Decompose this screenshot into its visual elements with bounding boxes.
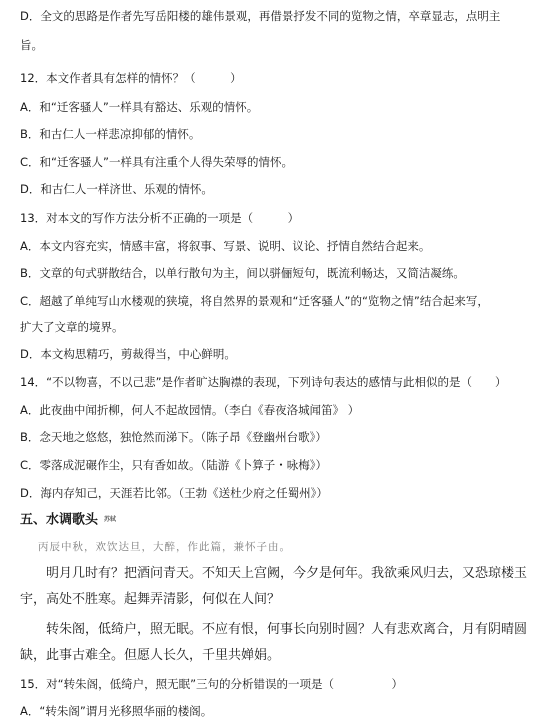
q14-option-b: B．念天地之悠悠，独怆然而涕下。（陈子昂《登幽州台歌》） <box>20 430 327 444</box>
q12-option-a: A．和“迁客骚人”一样具有豁达、乐观的情怀。 <box>20 100 259 114</box>
q11-option-d: D．全文的思路是作者先写岳阳楼的雄伟景观，再借景抒发不同的览物之情，卒章显志，点明主 <box>20 9 501 23</box>
q15-stem: 15．对“转朱阁，低绮户，照无眠”三句的分析错误的一项是（ ） <box>20 677 404 691</box>
q12-option-d: D．和古仁人一样济世、乐观的情怀。 <box>20 182 213 196</box>
q14-stem: 14．“不以物喜，不以己悲”是作者旷达胸襟的表现，下列诗句表达的感情与此相似的是（ ） <box>20 375 507 389</box>
q14-option-c: C．零落成泥碾作尘，只有香如故。（陆游《卜算子・咏梅》） <box>20 458 328 472</box>
q13-option-c: C．超越了单纯写山水楼观的狭境，将自然界的景观和“迁客骚人”的“览物之情”结合起来写， <box>20 294 489 308</box>
q14-option-d: D．海内存知己，天涯若比邻。（王勃《送杜少府之任蜀州》） <box>20 486 328 500</box>
q15-option-a: A．“转朱阁”谓月光移照华丽的楼阁。 <box>20 704 213 718</box>
q13-option-b: B．文章的句式骈散结合，以单行散句为主，间以骈俪短句，既流利畅达，又简洁凝练。 <box>20 266 465 280</box>
poem-preface: 丙辰中秋，欢饮达旦，大醉，作此篇，兼怀子由。 <box>38 541 291 553</box>
author-tag: 苏轼 <box>104 516 117 523</box>
q13-option-a: A．本文内容充实，情感丰富，将叙事、写景、说明、议论、抒情自然结合起来。 <box>20 239 431 253</box>
section-5-title: 五、水调歌头 <box>20 512 99 528</box>
section-5-heading <box>20 512 540 529</box>
q13-option-c-continued: 扩大了文章的境界。 <box>20 320 124 334</box>
q12-stem: 12．本文作者具有怎样的情怀？（ ） <box>20 71 242 85</box>
q13-option-d: D．本文构思精巧，剪裁得当，中心鲜明。 <box>20 347 236 361</box>
q14-option-a: A．此夜曲中闻折柳，何人不起故园情。（李白《春夜洛城闻笛》 ） <box>20 403 360 417</box>
q12-option-b: B．和古仁人一样悲凉抑郁的情怀。 <box>20 127 201 141</box>
poem-stanza-2: 转朱阁，低绮户，照无眠。不应有恨，何事长向别时圆？人有悲欢离合，月有阴晴圆缺，此事古难全。但愿人长久，千里共婵娟。 <box>20 622 528 663</box>
q13-stem: 13．对本文的写作方法分析不正确的一项是（ ） <box>20 211 300 225</box>
poem-stanza-1: 明月几时有？把酒问青天。不知天上宫阙，今夕是何年。我欲乘风归去，又恐琼楼玉宇，高处不胜寒。起舞弄清影，何似在人间？ <box>20 566 528 607</box>
q12-option-c: C．和“迁客骚人”一样具有注重个人得失荣辱的情怀。 <box>20 155 293 169</box>
q11-option-d-continued: 旨。 <box>20 38 43 52</box>
